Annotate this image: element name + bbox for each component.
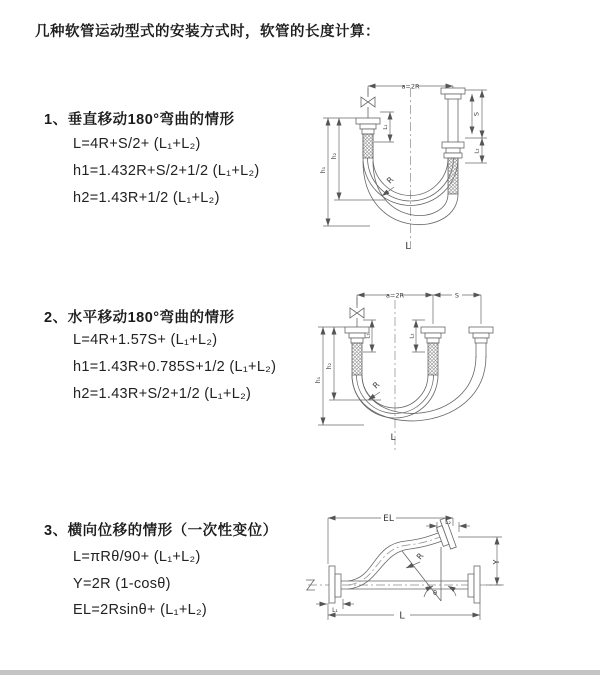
dimension-el xyxy=(328,514,453,564)
left-flange xyxy=(356,118,380,134)
label-a-2r: a=2R xyxy=(401,82,420,91)
dimension-l1 xyxy=(363,320,376,352)
right-flange xyxy=(469,327,493,358)
label-s: S xyxy=(472,111,481,117)
section-2-formula-L: L=4R+1.57S+ (L₁+L₂) xyxy=(73,332,218,348)
dimension-l2 xyxy=(410,320,426,352)
middle-flange xyxy=(421,327,445,343)
label-l1: L₁ xyxy=(332,607,338,614)
section-1-heading: 1、垂直移动180°弯曲的情形 xyxy=(44,112,235,128)
angle-construction xyxy=(402,547,456,601)
left-braid-hose xyxy=(352,343,362,375)
dimension-s xyxy=(465,90,487,138)
dimension-l1 xyxy=(374,112,394,142)
section-2-heading: 2、水平移动180°弯曲的情形 xyxy=(44,310,235,326)
section-2-formula-h2: h2=1.43R+S/2+1/2 (L₁+L₂) xyxy=(73,386,252,402)
label-h2: h₂ xyxy=(331,152,338,160)
section-1-formula-h1: h1=1.432R+S/2+1/2 (L₁+L₂) xyxy=(73,163,260,179)
label-r: R xyxy=(371,380,382,391)
section-1-formula-L: L=4R+S/2+ (L₁+L₂) xyxy=(73,136,201,152)
label-h1: h₁ xyxy=(320,166,327,174)
label-h1: h₁ xyxy=(315,376,322,384)
label-l2: L₂ xyxy=(409,333,416,339)
label-l2: L₂ xyxy=(445,519,451,526)
label-l-total: L xyxy=(405,241,411,252)
label-theta: θ xyxy=(433,589,437,597)
left-braid-hose xyxy=(363,134,373,158)
right-flange-upper xyxy=(441,88,465,99)
section-3-formula-EL: EL=2Rsinθ+ (L₁+L₂) xyxy=(73,602,208,618)
dimension-l2 xyxy=(465,138,487,163)
label-a-2r: a=2R xyxy=(385,291,405,300)
diagram-horizontal-180-bend xyxy=(306,280,600,468)
label-l: L xyxy=(399,610,405,622)
diagram-vertical-180-bend xyxy=(306,66,598,258)
diagram-lateral-displacement xyxy=(296,502,600,650)
label-r: R xyxy=(385,175,396,186)
scan-edge xyxy=(0,670,600,675)
right-braid-hose xyxy=(448,158,458,194)
section-1-formula-h2: h2=1.43R+1/2 (L₁+L₂) xyxy=(73,190,220,206)
label-s: S xyxy=(454,291,460,300)
section-3-heading: 3、横向位移的情形（一次性变位） xyxy=(44,523,278,539)
radius-callout xyxy=(382,175,396,196)
label-r: R xyxy=(414,551,426,562)
hose-s-curve xyxy=(348,531,448,589)
middle-braid-hose xyxy=(428,343,438,375)
label-l2: L₂ xyxy=(474,148,481,154)
section-3-formula-L: L=πRθ/90+ (L₁+L₂) xyxy=(73,549,201,565)
label-el: EL xyxy=(383,514,394,524)
right-flange-lower xyxy=(442,142,464,158)
right-flange xyxy=(468,566,480,603)
dimension-s xyxy=(433,292,481,300)
label-l1: L₁ xyxy=(365,333,372,339)
section-2-formula-h1: h1=1.43R+0.785S+1/2 (L₁+L₂) xyxy=(73,359,277,375)
dimension-l xyxy=(328,603,480,622)
left-flange xyxy=(329,566,341,603)
label-l-total: L xyxy=(390,433,396,443)
label-y: Y xyxy=(492,559,501,565)
label-h2: h₂ xyxy=(326,362,333,370)
dimension-a-2r xyxy=(357,292,481,325)
label-l1: L₁ xyxy=(383,124,389,130)
page-title: 几种软管运动型式的安装方式时，软管的长度计算： xyxy=(35,24,380,40)
section-3-formula-Y: Y=2R (1-cosθ) xyxy=(73,576,171,592)
